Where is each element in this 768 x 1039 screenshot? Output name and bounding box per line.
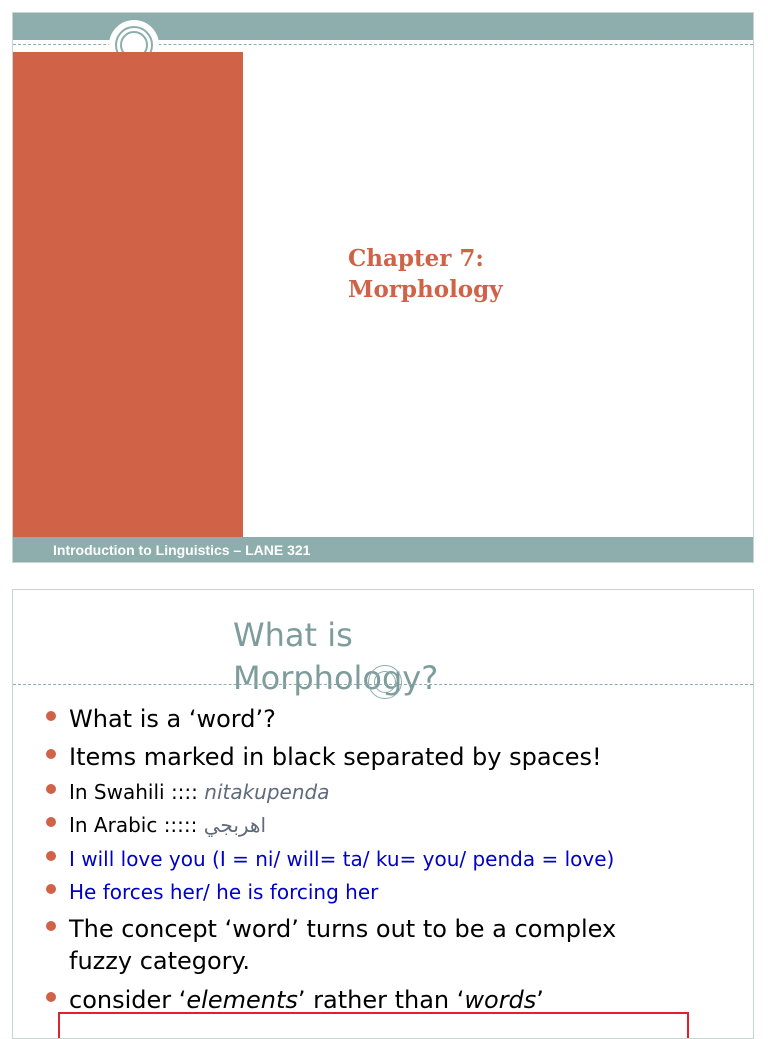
title-line-1: Chapter 7:: [348, 245, 484, 272]
bullet-line-2: fuzzy category.: [69, 947, 250, 975]
bullet-text: I will love you (I = ni/ will= ta/ ku= you/ penda = love): [69, 847, 615, 871]
bullet-dot-icon: [46, 851, 56, 861]
emphasis-elements: elements: [186, 986, 298, 1014]
circle-ornament-icon: [366, 663, 406, 703]
bullet-line-1: The concept ‘word’ turns out to be a complex: [69, 915, 617, 943]
example-word: nitakupenda: [204, 780, 330, 804]
example-word: اهربجي: [203, 813, 267, 837]
slide-title: [233, 614, 438, 700]
text-part: consider ‘: [69, 986, 187, 1014]
footer-bar: [13, 537, 753, 563]
bullet-text: What is a ‘word’?: [69, 705, 276, 733]
content-slide: [12, 589, 754, 1039]
bullet-dot-icon: [46, 817, 56, 827]
title-line-2: Morphology?: [233, 659, 439, 697]
bullet-prefix: In Swahili ::::: [69, 780, 205, 804]
emphasis-words: words: [464, 986, 537, 1014]
bullet-dot-icon: [46, 921, 56, 931]
bullet-dot-icon: [46, 884, 56, 894]
title-slide: [12, 12, 754, 563]
text-part: ’: [536, 986, 544, 1014]
text-part: ’ rather than ‘: [297, 986, 465, 1014]
title-line-2: Morphology: [348, 276, 503, 303]
slide-title: [348, 243, 503, 305]
footer-text: Introduction to Linguistics – LANE 321: [53, 542, 311, 558]
bullet-text: [69, 913, 616, 977]
title-line-1: What is: [233, 616, 353, 654]
bullet-prefix: In Arabic :::::: [69, 813, 204, 837]
bullet-dot-icon: [46, 711, 56, 721]
bullet-dot-icon: [46, 992, 56, 1002]
bullet-text: He forces her/ he is forcing her: [69, 880, 379, 904]
bullet-text: Items marked in black separated by spaces!: [69, 743, 602, 771]
bullet-text: [69, 812, 266, 839]
bullet-dot-icon: [46, 749, 56, 759]
bullet-text: [69, 779, 329, 806]
bullet-dot-icon: [46, 784, 56, 794]
accent-block: [13, 52, 243, 537]
highlight-box: [58, 1012, 689, 1039]
